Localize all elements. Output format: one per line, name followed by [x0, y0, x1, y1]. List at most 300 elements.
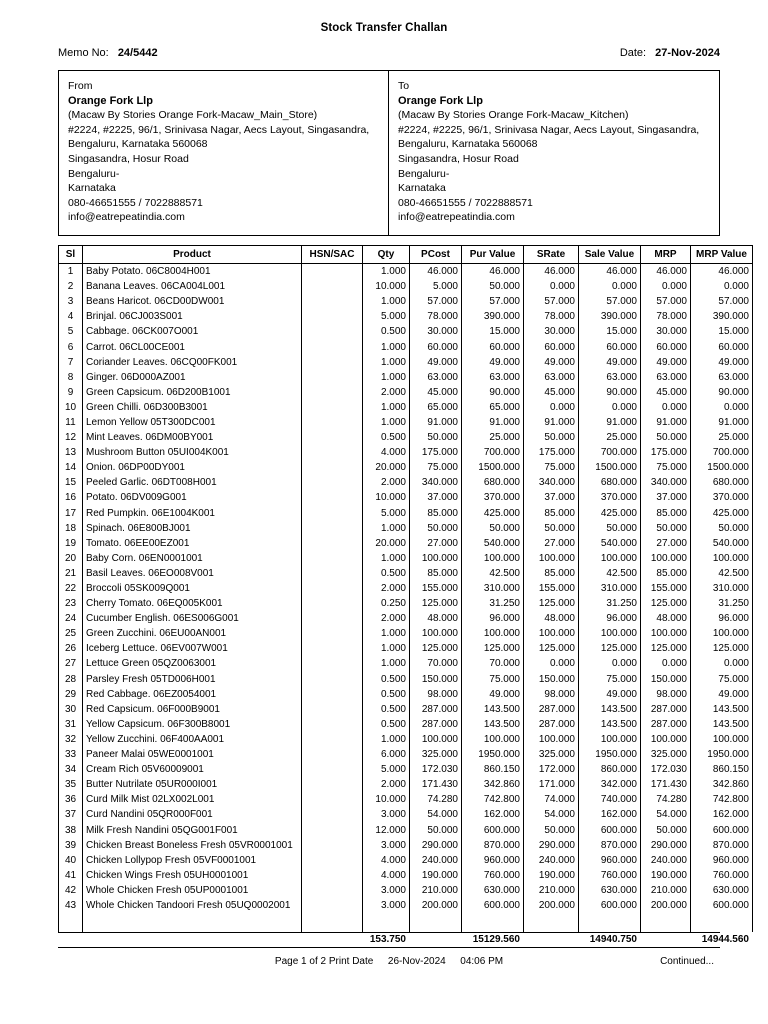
cell-sale-value: 370.000: [579, 490, 641, 505]
cell-sl: 7: [59, 355, 83, 370]
cell-mrp: 171.430: [641, 777, 691, 792]
cell-sale-value: 0.000: [579, 400, 641, 415]
cell-pur-value: 75.000: [462, 672, 524, 687]
cell-mrp: 75.000: [641, 460, 691, 475]
cell-hsn: [302, 732, 363, 747]
cell-mrp-value: 310.000: [691, 581, 753, 596]
cell-product: Paneer Malai 05WE0001001: [83, 747, 302, 762]
table-row: [59, 566, 753, 581]
cell-product: Lettuce Green 05QZ0063001: [83, 656, 302, 671]
cell-product: Iceberg Lettuce. 06EV007W001: [83, 641, 302, 656]
cell-pcost: 49.000: [410, 355, 462, 370]
cell-mrp: 175.000: [641, 445, 691, 460]
totals-blank-srate: [523, 933, 578, 947]
cell-mrp: 74.280: [641, 792, 691, 807]
cell-srate: 240.000: [524, 853, 579, 868]
cell-pcost: 200.000: [410, 898, 462, 913]
cell-srate: 125.000: [524, 596, 579, 611]
cell-hsn: [302, 762, 363, 777]
memo-no: [58, 47, 158, 59]
cell-product: Brinjal. 06CJ003S001: [83, 309, 302, 324]
cell-sl: 24: [59, 611, 83, 626]
col-header-qty: Qty: [363, 245, 410, 263]
to-heading: To: [398, 80, 410, 92]
cell-pur-value: 700.000: [462, 445, 524, 460]
cell-pur-value: 600.000: [462, 898, 524, 913]
cell-sl: 15: [59, 475, 83, 490]
col-header-mrp-value: MRP Value: [691, 245, 753, 263]
total-mrp-value: 14944.560: [701, 934, 749, 946]
cell-sale-value: 740.000: [579, 792, 641, 807]
cell-hsn: [302, 551, 363, 566]
cell-mrp: 0.000: [641, 279, 691, 294]
cell-pcost: 175.000: [410, 445, 462, 460]
cell-mrp-value: 870.000: [691, 838, 753, 853]
cell-pur-value: 680.000: [462, 475, 524, 490]
cell-mrp-value: 860.150: [691, 762, 753, 777]
cell-mrp: 155.000: [641, 581, 691, 596]
cell-product: Cabbage. 06CK007O001: [83, 324, 302, 339]
cell-sl: 22: [59, 581, 83, 596]
cell-srate: 287.000: [524, 702, 579, 717]
address-box: [58, 70, 720, 236]
cell-qty: 2.000: [363, 581, 410, 596]
cell-mrp: 190.000: [641, 868, 691, 883]
cell-qty: 1.000: [363, 626, 410, 641]
cell-qty: 1.000: [363, 294, 410, 309]
cell-product: Whole Chicken Tandoori Fresh 05UQ0002001: [83, 898, 302, 913]
cell-hsn: [302, 506, 363, 521]
cell-product: Beans Haricot. 06CD00DW001: [83, 294, 302, 309]
cell-mrp-value: 91.000: [691, 415, 753, 430]
cell-qty: 2.000: [363, 777, 410, 792]
col-header-srate: SRate: [524, 245, 579, 263]
cell-qty: 4.000: [363, 853, 410, 868]
cell-qty: 0.250: [363, 596, 410, 611]
to-email: info@eatrepeatindia.com: [398, 211, 515, 224]
cell-srate: 50.000: [524, 430, 579, 445]
cell-pcost: 155.000: [410, 581, 462, 596]
cell-qty: 1.000: [363, 656, 410, 671]
cell-product: Green Chilli. 06D300B3001: [83, 400, 302, 415]
table-row: [59, 309, 753, 324]
date-value: 27-Nov-2024: [655, 47, 720, 59]
cell-sale-value: 0.000: [579, 279, 641, 294]
cell-sl: 42: [59, 883, 83, 898]
cell-product: Red Cabbage. 06EZ0054001: [83, 687, 302, 702]
cell-sl: 11: [59, 415, 83, 430]
cell-mrp: 54.000: [641, 807, 691, 822]
cell-pcost: 54.000: [410, 807, 462, 822]
cell-qty: 3.000: [363, 838, 410, 853]
cell-pcost: 5.000: [410, 279, 462, 294]
cell-mrp-value: 57.000: [691, 294, 753, 309]
cell-mrp: 125.000: [641, 596, 691, 611]
cell-pcost: 325.000: [410, 747, 462, 762]
cell-srate: 48.000: [524, 611, 579, 626]
table-row: [59, 506, 753, 521]
cell-mrp-value: 370.000: [691, 490, 753, 505]
items-table: [58, 245, 753, 932]
cell-mrp-value: 75.000: [691, 672, 753, 687]
cell-pur-value: 91.000: [462, 415, 524, 430]
cell-mrp: 290.000: [641, 838, 691, 853]
cell-hsn: [302, 807, 363, 822]
cell-mrp-value: 49.000: [691, 355, 753, 370]
cell-mrp: 50.000: [641, 521, 691, 536]
cell-pur-value: 162.000: [462, 807, 524, 822]
cell-qty: 0.500: [363, 324, 410, 339]
cell-sale-value: 75.000: [579, 672, 641, 687]
cell-srate: 155.000: [524, 581, 579, 596]
cell-qty: 1.000: [363, 551, 410, 566]
cell-hsn: [302, 823, 363, 838]
totals-blank-sl: [58, 933, 82, 947]
cell-sl: 41: [59, 868, 83, 883]
table-row: [59, 264, 753, 280]
cell-sale-value: 143.500: [579, 717, 641, 732]
cell-sl: 31: [59, 717, 83, 732]
cell-sl: 1: [59, 264, 83, 280]
table-row: [59, 294, 753, 309]
from-branch: (Macaw By Stories Orange Fork-Macaw_Main_Store): [68, 109, 318, 122]
totals-blank-hsn: [301, 933, 362, 947]
cell-sale-value: 42.500: [579, 566, 641, 581]
cell-qty: 2.000: [363, 611, 410, 626]
cell-hsn: [302, 853, 363, 868]
cell-pur-value: 870.000: [462, 838, 524, 853]
cell-srate: 190.000: [524, 868, 579, 883]
cell-pur-value: 70.000: [462, 656, 524, 671]
cell-mrp-value: 96.000: [691, 611, 753, 626]
table-row: [59, 777, 753, 792]
cell-sale-value: 630.000: [579, 883, 641, 898]
spacer-cell: [410, 913, 462, 932]
table-row: [59, 430, 753, 445]
cell-qty: 20.000: [363, 460, 410, 475]
cell-sl: 33: [59, 747, 83, 762]
cell-sl: 4: [59, 309, 83, 324]
to-phone: 080-46651555 / 7022888571: [398, 196, 533, 209]
from-phone: 080-46651555 / 7022888571: [68, 196, 203, 209]
challan-date: [620, 47, 720, 59]
footer-print-time: 04:06 PM: [460, 955, 504, 967]
items-table-body: [59, 264, 753, 933]
cell-mrp-value: 46.000: [691, 264, 753, 280]
cell-product: Banana Leaves. 06CA004L001: [83, 279, 302, 294]
cell-qty: 1.000: [363, 732, 410, 747]
cell-qty: 1.000: [363, 340, 410, 355]
cell-mrp-value: 342.860: [691, 777, 753, 792]
footer-print-info: [275, 956, 503, 967]
col-header-mrp: MRP: [641, 245, 691, 263]
items-table-wrap: [58, 245, 749, 932]
cell-sale-value: 960.000: [579, 853, 641, 868]
cell-product: Yellow Zucchini. 06F400AA001: [83, 732, 302, 747]
cell-pur-value: 100.000: [462, 551, 524, 566]
cell-hsn: [302, 747, 363, 762]
cell-product: Basil Leaves. 06EO008V001: [83, 566, 302, 581]
cell-product: Broccoli 05SK009Q001: [83, 581, 302, 596]
spacer-cell: [363, 913, 410, 932]
cell-mrp-value: 143.500: [691, 717, 753, 732]
cell-mrp-value: 1500.000: [691, 460, 753, 475]
cell-qty: 10.000: [363, 279, 410, 294]
cell-mrp: 100.000: [641, 626, 691, 641]
table-row: [59, 853, 753, 868]
cell-pur-value: 49.000: [462, 355, 524, 370]
cell-srate: 210.000: [524, 883, 579, 898]
cell-mrp: 48.000: [641, 611, 691, 626]
cell-mrp: 27.000: [641, 536, 691, 551]
cell-hsn: [302, 883, 363, 898]
page-footer: [58, 956, 720, 970]
cell-hsn: [302, 717, 363, 732]
spacer-cell: [579, 913, 641, 932]
cell-pcost: 290.000: [410, 838, 462, 853]
cell-pur-value: 63.000: [462, 370, 524, 385]
spacer-cell: [302, 913, 363, 932]
cell-pcost: 100.000: [410, 732, 462, 747]
from-heading: From: [68, 80, 93, 92]
table-row: [59, 792, 753, 807]
memo-date-row: [58, 47, 720, 63]
totals-table: [58, 933, 752, 947]
cell-sl: 14: [59, 460, 83, 475]
cell-qty: 5.000: [363, 309, 410, 324]
cell-mrp-value: 49.000: [691, 687, 753, 702]
cell-sale-value: 600.000: [579, 898, 641, 913]
cell-srate: 50.000: [524, 521, 579, 536]
cell-mrp: 240.000: [641, 853, 691, 868]
cell-pcost: 340.000: [410, 475, 462, 490]
cell-srate: 172.000: [524, 762, 579, 777]
from-address-line-2: Singasandra, Hosur Road: [68, 152, 189, 165]
cell-hsn: [302, 611, 363, 626]
cell-srate: 125.000: [524, 641, 579, 656]
cell-product: Red Capsicum. 06F000B9001: [83, 702, 302, 717]
cell-sl: 30: [59, 702, 83, 717]
col-header-sale-value: Sale Value: [579, 245, 641, 263]
cell-srate: 50.000: [524, 823, 579, 838]
cell-pcost: 85.000: [410, 566, 462, 581]
cell-qty: 20.000: [363, 536, 410, 551]
cell-pur-value: 25.000: [462, 430, 524, 445]
cell-hsn: [302, 521, 363, 536]
cell-sale-value: 342.000: [579, 777, 641, 792]
cell-qty: 0.500: [363, 717, 410, 732]
cell-hsn: [302, 702, 363, 717]
table-row: [59, 702, 753, 717]
table-row: [59, 370, 753, 385]
cell-qty: 2.000: [363, 385, 410, 400]
cell-mrp-value: 540.000: [691, 536, 753, 551]
cell-product: Whole Chicken Fresh 05UP0001001: [83, 883, 302, 898]
cell-sl: 36: [59, 792, 83, 807]
table-row: [59, 687, 753, 702]
cell-sale-value: 100.000: [579, 732, 641, 747]
date-label: Date:: [619, 47, 647, 59]
to-address-line-2: Singasandra, Hosur Road: [398, 152, 519, 165]
table-row: [59, 340, 753, 355]
cell-sale-value: 31.250: [579, 596, 641, 611]
cell-product: Milk Fresh Nandini 05QG001F001: [83, 823, 302, 838]
table-row: [59, 415, 753, 430]
cell-pur-value: 143.500: [462, 717, 524, 732]
cell-pur-value: 760.000: [462, 868, 524, 883]
cell-srate: 200.000: [524, 898, 579, 913]
cell-pur-value: 143.500: [462, 702, 524, 717]
cell-mrp-value: 600.000: [691, 823, 753, 838]
from-address: [59, 71, 389, 235]
table-row: [59, 521, 753, 536]
table-row: [59, 279, 753, 294]
table-row: [59, 717, 753, 732]
cell-pcost: 100.000: [410, 551, 462, 566]
cell-sl: 34: [59, 762, 83, 777]
cell-sale-value: 90.000: [579, 385, 641, 400]
cell-hsn: [302, 792, 363, 807]
table-row: [59, 883, 753, 898]
col-header-sl: Sl: [59, 245, 83, 263]
cell-sale-value: 870.000: [579, 838, 641, 853]
cell-mrp: 91.000: [641, 415, 691, 430]
cell-pur-value: 49.000: [462, 687, 524, 702]
cell-sl: 3: [59, 294, 83, 309]
cell-mrp: 78.000: [641, 309, 691, 324]
cell-mrp-value: 630.000: [691, 883, 753, 898]
cell-product: Carrot. 06CL00CE001: [83, 340, 302, 355]
cell-mrp: 0.000: [641, 656, 691, 671]
cell-pcost: 45.000: [410, 385, 462, 400]
cell-mrp-value: 390.000: [691, 309, 753, 324]
cell-sl: 12: [59, 430, 83, 445]
cell-sl: 2: [59, 279, 83, 294]
table-row: [59, 475, 753, 490]
cell-hsn: [302, 400, 363, 415]
to-company: Orange Fork Llp: [398, 94, 483, 107]
cell-pur-value: 342.860: [462, 777, 524, 792]
cell-qty: 0.500: [363, 566, 410, 581]
cell-sale-value: 49.000: [579, 355, 641, 370]
cell-mrp: 100.000: [641, 732, 691, 747]
cell-mrp-value: 63.000: [691, 370, 753, 385]
cell-sl: 13: [59, 445, 83, 460]
cell-pur-value: 960.000: [462, 853, 524, 868]
cell-mrp-value: 1950.000: [691, 747, 753, 762]
cell-pcost: 63.000: [410, 370, 462, 385]
cell-hsn: [302, 355, 363, 370]
cell-qty: 1.000: [363, 400, 410, 415]
cell-qty: 2.000: [363, 475, 410, 490]
cell-mrp: 45.000: [641, 385, 691, 400]
cell-pcost: 150.000: [410, 672, 462, 687]
cell-mrp: 287.000: [641, 702, 691, 717]
cell-srate: 46.000: [524, 264, 579, 280]
cell-srate: 0.000: [524, 400, 579, 415]
cell-mrp: 57.000: [641, 294, 691, 309]
cell-qty: 3.000: [363, 898, 410, 913]
cell-pur-value: 42.500: [462, 566, 524, 581]
cell-sale-value: 125.000: [579, 641, 641, 656]
cell-hsn: [302, 415, 363, 430]
table-row: [59, 747, 753, 762]
cell-srate: 54.000: [524, 807, 579, 822]
spacer-cell: [462, 913, 524, 932]
cell-sl: 10: [59, 400, 83, 415]
cell-sl: 43: [59, 898, 83, 913]
spacer-cell: [59, 913, 83, 932]
cell-mrp-value: 143.500: [691, 702, 753, 717]
totals-blank-product: [82, 933, 301, 947]
cell-srate: 49.000: [524, 355, 579, 370]
cell-srate: 74.000: [524, 792, 579, 807]
cell-srate: 325.000: [524, 747, 579, 762]
cell-mrp-value: 760.000: [691, 868, 753, 883]
cell-qty: 0.500: [363, 687, 410, 702]
cell-sale-value: 46.000: [579, 264, 641, 280]
footer-continued: Continued...: [660, 955, 714, 967]
cell-hsn: [302, 672, 363, 687]
total-sale-value: 14940.750: [589, 934, 637, 946]
table-row: [59, 823, 753, 838]
cell-sale-value: 143.500: [579, 702, 641, 717]
cell-product: Green Capsicum. 06D200B1001: [83, 385, 302, 400]
cell-hsn: [302, 581, 363, 596]
cell-pcost: 91.000: [410, 415, 462, 430]
cell-sl: 40: [59, 853, 83, 868]
cell-product: Chicken Breast Boneless Fresh 05VR0001001: [83, 838, 302, 853]
page-title: Stock Transfer Challan: [320, 22, 448, 34]
cell-mrp-value: 100.000: [691, 732, 753, 747]
from-city: Bengaluru-: [68, 167, 120, 180]
cell-pur-value: 57.000: [462, 294, 524, 309]
memo-no-value: 24/5442: [117, 47, 158, 59]
cell-srate: 85.000: [524, 506, 579, 521]
cell-hsn: [302, 687, 363, 702]
cell-hsn: [302, 536, 363, 551]
cell-hsn: [302, 264, 363, 280]
cell-pur-value: 425.000: [462, 506, 524, 521]
cell-srate: 27.000: [524, 536, 579, 551]
to-state: Karnataka: [398, 182, 446, 195]
cell-srate: 60.000: [524, 340, 579, 355]
spacer-cell: [691, 913, 753, 932]
spacer-cell: [83, 913, 302, 932]
cell-qty: 1.000: [363, 641, 410, 656]
cell-mrp-value: 680.000: [691, 475, 753, 490]
cell-mrp-value: 100.000: [691, 551, 753, 566]
cell-pcost: 50.000: [410, 521, 462, 536]
spacer-cell: [524, 913, 579, 932]
cell-pcost: 171.430: [410, 777, 462, 792]
cell-sl: 28: [59, 672, 83, 687]
cell-qty: 3.000: [363, 883, 410, 898]
cell-hsn: [302, 460, 363, 475]
totals-blank-mrp: [640, 933, 690, 947]
cell-pur-value: 65.000: [462, 400, 524, 415]
cell-pcost: 172.030: [410, 762, 462, 777]
cell-mrp-value: 100.000: [691, 626, 753, 641]
cell-hsn: [302, 279, 363, 294]
cell-mrp-value: 425.000: [691, 506, 753, 521]
cell-pcost: 30.000: [410, 324, 462, 339]
col-header-hsn: HSN/SAC: [302, 245, 363, 263]
cell-mrp-value: 0.000: [691, 656, 753, 671]
cell-hsn: [302, 324, 363, 339]
cell-sale-value: 680.000: [579, 475, 641, 490]
cell-pcost: 125.000: [410, 641, 462, 656]
